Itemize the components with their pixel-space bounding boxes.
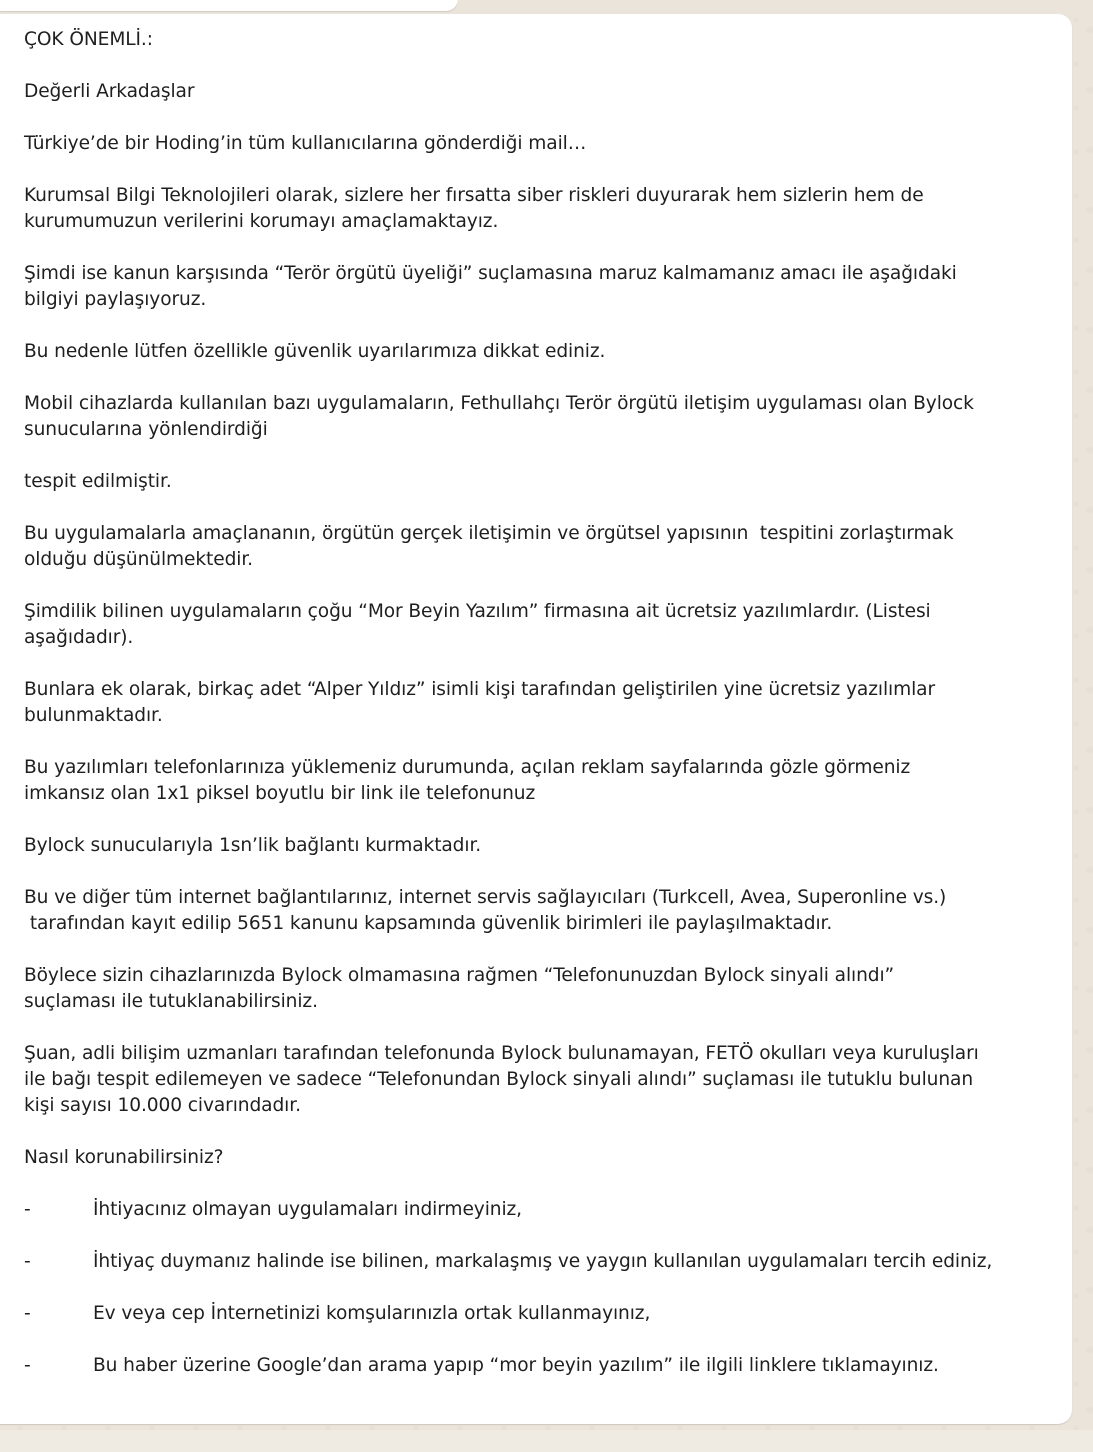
bullet-dash: -	[24, 1199, 31, 1220]
chat-scrollbar[interactable]	[1072, 0, 1093, 1430]
bullet-dash: -	[24, 1303, 31, 1324]
message-paragraph: tespit edilmiştir.	[24, 471, 172, 492]
message-paragraph: Bylock sunucularıyla 1sn’lik bağlantı kurmaktadır.	[24, 835, 482, 856]
message-bubble[interactable]	[0, 14, 1072, 1424]
message-text	[24, 27, 1064, 1405]
bullet-item	[24, 1197, 1064, 1223]
message-paragraph: Şimdi ise kanun karşısında “Terör örgütü üyeliği” suçlamasına maruz kalmamanız amacı ile aşağıdaki bilgiyi paylaşıyoruz.	[24, 263, 957, 310]
message-paragraph: Bu ve diğer tüm internet bağlantılarınız, internet servis sağlayıcıları (Turkcell, Avea, Superonline vs.) tarafından kayıt edilip 5651 kanunu kapsamında güvenlik birimleri ile paylaşılmaktadır.	[24, 887, 947, 934]
bullet-dash: -	[24, 1355, 31, 1376]
message-paragraph: Bu nedenle lütfen özellikle güvenlik uyarılarımıza dikkat ediniz.	[24, 341, 606, 362]
bullet-item	[24, 1353, 1064, 1379]
message-paragraph: Böylece sizin cihazlarınızda Bylock olmamasına rağmen “Telefonunuzdan Bylock sinyali alındı” suçlaması ile tutuklanabilirsiniz.	[24, 965, 895, 1012]
message-paragraph: Türkiye’de bir Hoding’in tüm kullanıcılarına gönderdiği mail…	[24, 133, 587, 154]
bullet-item	[24, 1249, 1064, 1275]
message-paragraph: ÇOK ÖNEMLİ.:	[24, 29, 153, 50]
bullet-item	[24, 1301, 1064, 1327]
bullet-text: İhtiyacınız olmayan uygulamaları indirmeyiniz,	[93, 1199, 522, 1220]
message-paragraph: Bu yazılımları telefonlarınıza yüklemeniz durumunda, açılan reklam sayfalarında gözle görmeniz imkansız olan 1x1 piksel boyutlu bir link ile telefonunuz	[24, 757, 911, 804]
message-paragraph: Şuan, adli bilişim uzmanları tarafından telefonunda Bylock bulunamayan, FETÖ okulları veya kuruluşları ile bağı tespit edilemeyen ve sadece “Telefonundan Bylock sinyali alındı” suçlaması ile tutuklu bulunan kişi sayısı 10.000 civarındadır.	[24, 1043, 979, 1116]
message-paragraph: Bunlara ek olarak, birkaç adet “Alper Yıldız” isimli kişi tarafından geliştirilen yine ücretsiz yazılımlar bulunmaktadır.	[24, 679, 935, 726]
message-paragraph: Mobil cihazlarda kullanılan bazı uygulamaların, Fethullahçı Terör örgütü iletişim uygulaması olan Bylock sunucularına yönlendirdiği	[24, 393, 974, 440]
previous-message-bubble	[0, 0, 458, 11]
message-paragraph: Bu uygulamalarla amaçlananın, örgütün gerçek iletişimin ve örgütsel yapısının tespitini zorlaştırmak olduğu düşünülmektedir.	[24, 523, 954, 570]
message-paragraph: Nasıl korunabilirsiniz?	[24, 1147, 224, 1168]
message-paragraph: Değerli Arkadaşlar	[24, 81, 195, 102]
message-paragraph: Şimdilik bilinen uygulamaların çoğu “Mor Beyin Yazılım” firmasına ait ücretsiz yazılımlardır. (Listesi aşağıdadır).	[24, 601, 931, 648]
bullet-dash: -	[24, 1251, 31, 1272]
bullet-text: Bu haber üzerine Google’dan arama yapıp “mor beyin yazılım” ile ilgili linklere tıklamayınız.	[93, 1355, 939, 1376]
bullet-text: İhtiyaç duymanız halinde ise bilinen, markalaşmış ve yaygın kullanılan uygulamaları tercih ediniz,	[93, 1251, 993, 1272]
message-paragraph: Kurumsal Bilgi Teknolojileri olarak, sizlere her fırsatta siber riskleri duyurarak hem sizlerin hem de kurumumuzun verilerini korumayı amaçlamaktayız.	[24, 185, 924, 232]
bullet-text: Ev veya cep İnternetinizi komşularınızla ortak kullanmayınız,	[93, 1303, 651, 1324]
chat-bottom-edge	[0, 1430, 1093, 1452]
